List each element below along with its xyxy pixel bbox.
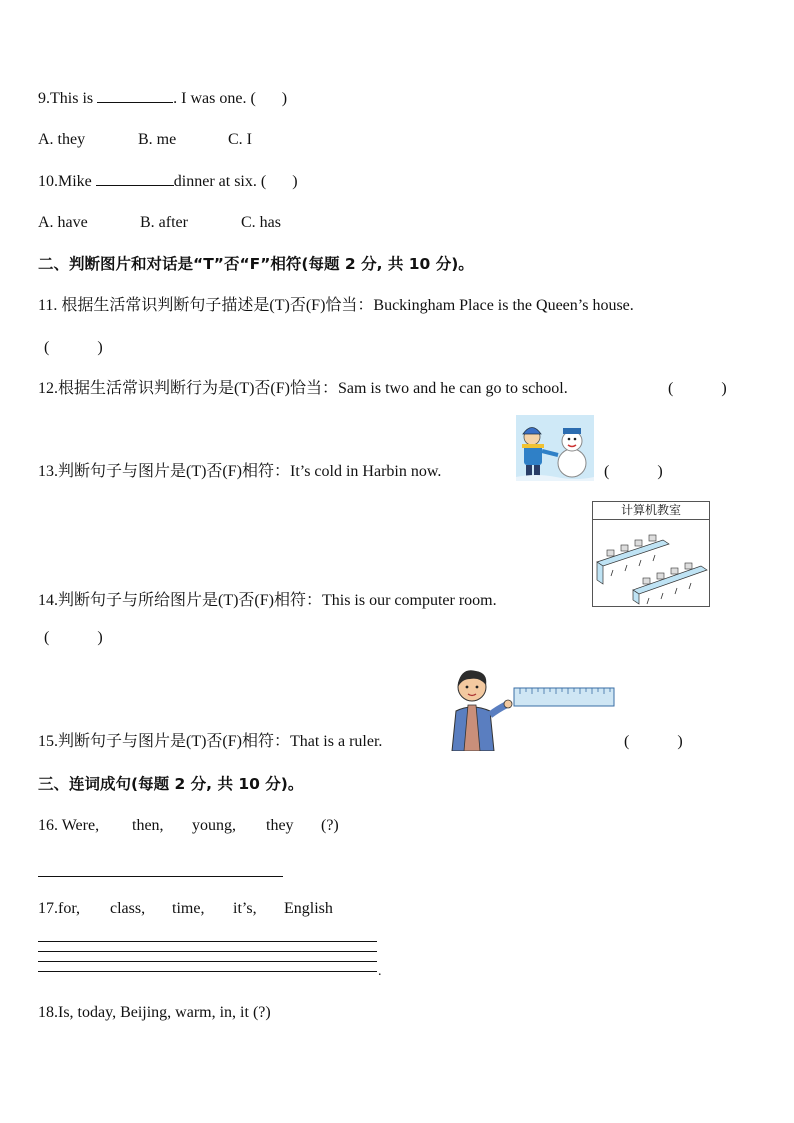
q13-paren: ( ) bbox=[604, 463, 663, 480]
q10-options bbox=[38, 213, 281, 233]
q10-option-a: A. have bbox=[38, 214, 88, 231]
q9-blank bbox=[97, 88, 173, 103]
q10-stem-a: 10.Mike bbox=[38, 173, 96, 190]
q17-end-mark: . bbox=[378, 964, 382, 979]
q9-stem-b: . I was one. ( bbox=[173, 90, 256, 107]
q17-answer-line-2 bbox=[38, 951, 377, 952]
q17-word-1: 17.for, bbox=[38, 900, 81, 917]
q9-option-c: C. I bbox=[228, 131, 252, 148]
q13-text: 13.判断句子与图片是(T)否(F)相符：It’s cold in Harbin now. bbox=[38, 463, 442, 480]
q17-word-3: time, bbox=[172, 900, 205, 917]
boy-with-ruler-picture bbox=[446, 665, 618, 751]
q16-word-1: 16. Were, bbox=[38, 817, 100, 834]
q12-paren: ( ) bbox=[668, 380, 727, 397]
q9-stem-a: 9.This is bbox=[38, 90, 98, 107]
q9-option-b: B. me bbox=[138, 131, 177, 148]
section-3-title: 三、连词成句(每题 2 分, 共 10 分)。 bbox=[38, 775, 304, 793]
q18-text: 18.Is, today, Beijing, warm, in, it (?) bbox=[38, 1004, 271, 1021]
q12-text: 12.根据生活常识判断行为是(T)否(F)恰当：Sam is two and he can go to school. bbox=[38, 380, 568, 397]
q17-words bbox=[38, 899, 333, 919]
q17-word-4: it’s, bbox=[233, 900, 257, 917]
q17-answer-line-1 bbox=[38, 941, 377, 942]
q9-close-paren: ) bbox=[281, 90, 288, 107]
question-9 bbox=[38, 88, 287, 109]
q17-answer-line-4 bbox=[38, 971, 377, 972]
q14-paren: ( ) bbox=[44, 629, 103, 646]
q10-option-b: B. after bbox=[140, 214, 188, 231]
q11-text: 11. 根据生活常识判断句子描述是(T)否(F)恰当：Buckingham Place is the Queen’s house. bbox=[38, 297, 634, 314]
q16-word-4: they bbox=[266, 817, 294, 834]
q10-blank bbox=[96, 171, 174, 186]
q11-paren: ( ) bbox=[44, 339, 103, 356]
q14-text: 14.判断句子与所给图片是(T)否(F)相符：This is our computer room. bbox=[38, 592, 497, 609]
q16-word-5: (?) bbox=[321, 817, 339, 834]
q9-option-a: A. they bbox=[38, 131, 86, 148]
question-10 bbox=[38, 171, 298, 192]
q17-answer-line-3 bbox=[38, 961, 377, 962]
q15-text: 15.判断句子与图片是(T)否(F)相符：That is a ruler. bbox=[38, 733, 383, 750]
q17-word-5: English bbox=[284, 900, 333, 917]
q17-word-2: class, bbox=[110, 900, 146, 917]
q16-word-3: young, bbox=[192, 817, 236, 834]
q16-word-2: then, bbox=[132, 817, 164, 834]
q16-words bbox=[38, 816, 339, 836]
q10-close-paren: ) bbox=[292, 173, 298, 190]
q15-paren: ( ) bbox=[624, 733, 683, 750]
section-2-title: 二、判断图片和对话是“T”否“F”相符(每题 2 分, 共 10 分)。 bbox=[38, 255, 474, 273]
q16-answer-line bbox=[38, 876, 283, 877]
q9-options bbox=[38, 130, 252, 150]
q10-option-c: C. has bbox=[241, 214, 281, 231]
snowman-picture bbox=[516, 415, 594, 481]
q10-stem-b: dinner at six. ( bbox=[173, 173, 267, 190]
computer-room-picture bbox=[592, 501, 710, 607]
computer-room-label: 计算机教室 bbox=[593, 502, 709, 520]
